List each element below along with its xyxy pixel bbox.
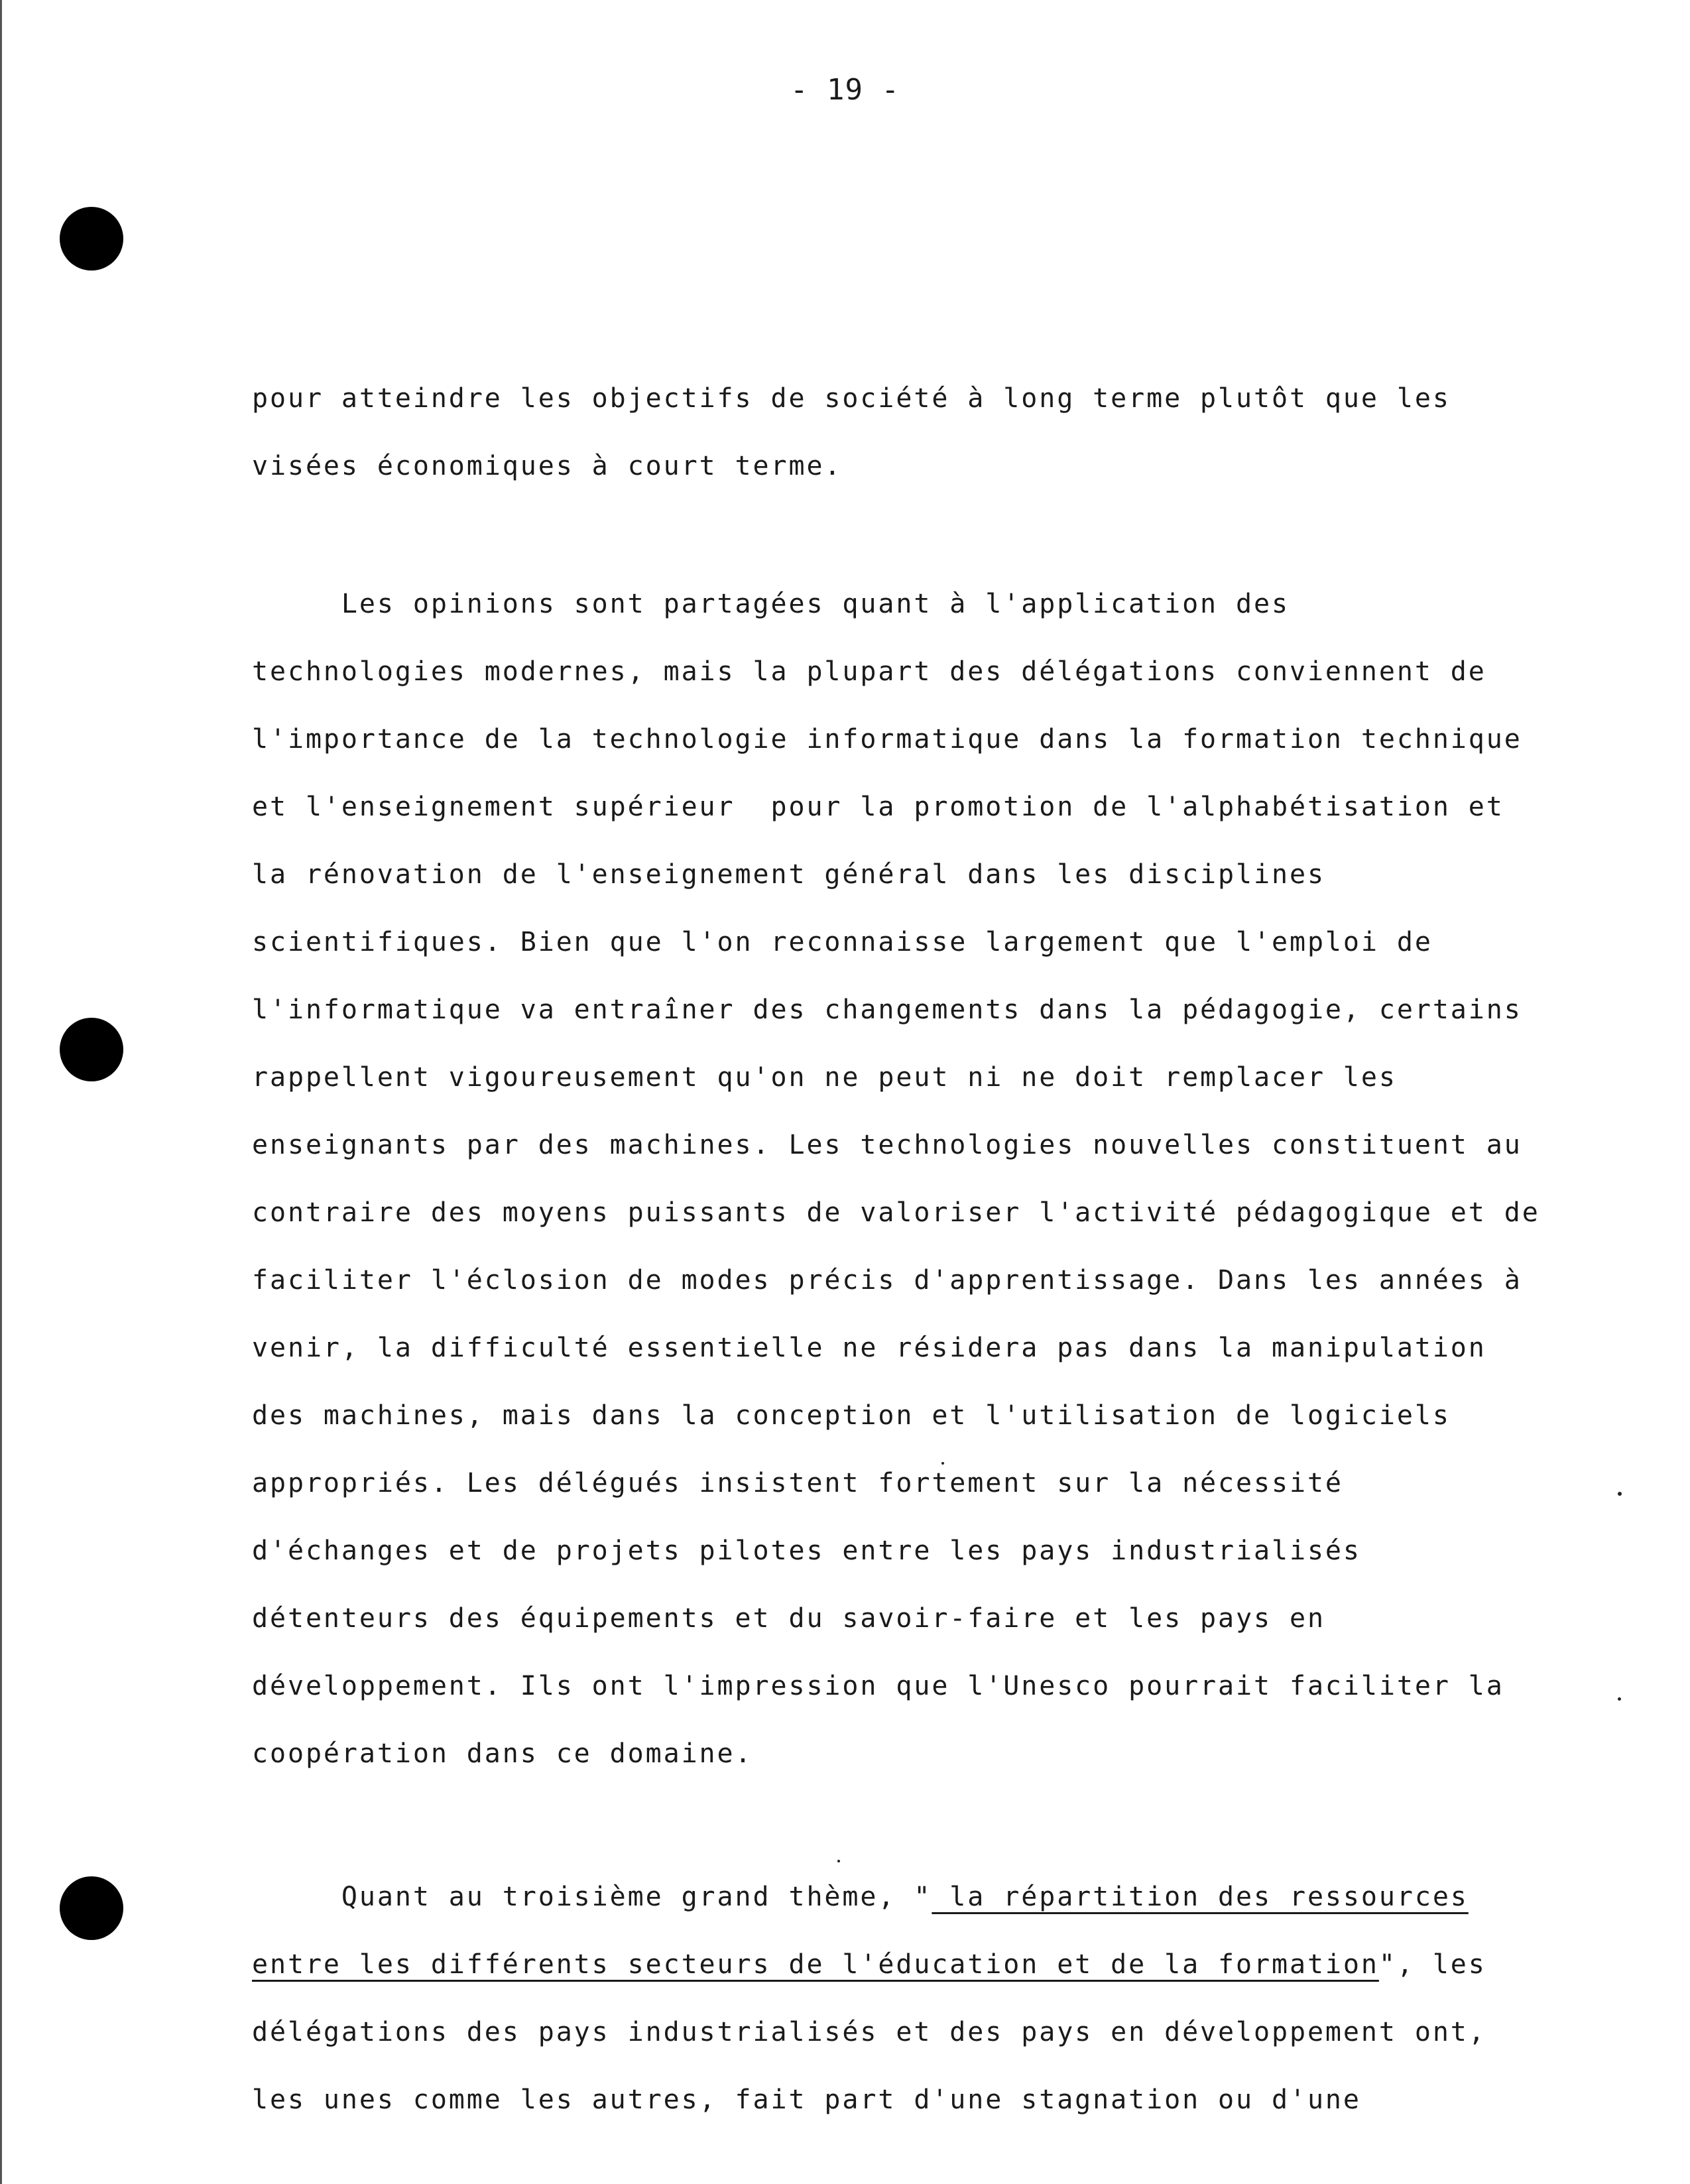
page-number: - 19 -	[790, 73, 900, 107]
scan-speck	[837, 1860, 840, 1862]
text-line	[252, 1863, 1578, 1931]
text-line: visées économiques à court terme.	[252, 451, 843, 481]
text-segment: Quant au troisième grand thème, "	[252, 1882, 932, 1912]
page-edge	[0, 0, 2, 2184]
scan-speck	[1618, 1492, 1622, 1496]
paragraph-continuation	[252, 365, 1578, 500]
text-line: les unes comme les autres, fait part d'une stagnation ou d'une	[252, 2085, 1361, 2115]
text-line: Les opinions sont partagées quant à l'application des	[252, 589, 1290, 619]
paragraph-technologies	[252, 570, 1578, 1788]
punch-hole-top	[60, 207, 123, 271]
underlined-theme-title: entre les différents secteurs de l'éducation et de la formation	[252, 1949, 1379, 1980]
text-line: enseignants par des machines. Les technologies nouvelles constituent au	[252, 1130, 1522, 1160]
text-line: et l'enseignement supérieur pour la promotion de l'alphabétisation et	[252, 792, 1504, 822]
text-line: technologies modernes, mais la plupart des délégations conviennent de	[252, 656, 1486, 687]
text-line: l'informatique va entraîner des changements dans la pédagogie, certains	[252, 995, 1522, 1025]
text-line: l'importance de la technologie informatique dans la formation technique	[252, 724, 1522, 755]
text-line: scientifiques. Bien que l'on reconnaisse largement que l'emploi de	[252, 927, 1433, 957]
scan-speck	[1618, 1697, 1621, 1701]
underlined-theme-title: la répartition des ressources	[932, 1882, 1469, 1912]
punch-hole-middle	[60, 1018, 123, 1081]
text-line: la rénovation de l'enseignement général dans les disciplines	[252, 859, 1325, 890]
text-line: appropriés. Les délégués insistent fortement sur la nécessité	[252, 1468, 1343, 1498]
text-segment: ", les	[1378, 1949, 1486, 1980]
text-line: développement. Ils ont l'impression que l'Unesco pourrait faciliter la	[252, 1671, 1504, 1701]
text-line: d'échanges et de projets pilotes entre les pays industrialisés	[252, 1536, 1361, 1566]
text-line: rappellent vigoureusement qu'on ne peut ni ne doit remplacer les	[252, 1062, 1397, 1093]
paragraph-ressources	[252, 1863, 1578, 2134]
text-line: venir, la difficulté essentielle ne résidera pas dans la manipulation	[252, 1333, 1486, 1363]
text-line: des machines, mais dans la conception et l'utilisation de logiciels	[252, 1400, 1451, 1431]
scan-speck	[941, 1462, 944, 1465]
text-line: détenteurs des équipements et du savoir-faire et les pays en	[252, 1603, 1325, 1634]
punch-hole-bottom	[60, 1876, 123, 1940]
text-line: coopération dans ce domaine.	[252, 1738, 753, 1769]
text-line: pour atteindre les objectifs de société à long terme plutôt que les	[252, 383, 1451, 414]
text-line: contraire des moyens puissants de valoriser l'activité pédagogique et de	[252, 1197, 1540, 1228]
text-line: faciliter l'éclosion de modes précis d'apprentissage. Dans les années à	[252, 1265, 1522, 1296]
text-line	[252, 1931, 1578, 1998]
text-line: délégations des pays industrialisés et des pays en développement ont,	[252, 2017, 1486, 2047]
